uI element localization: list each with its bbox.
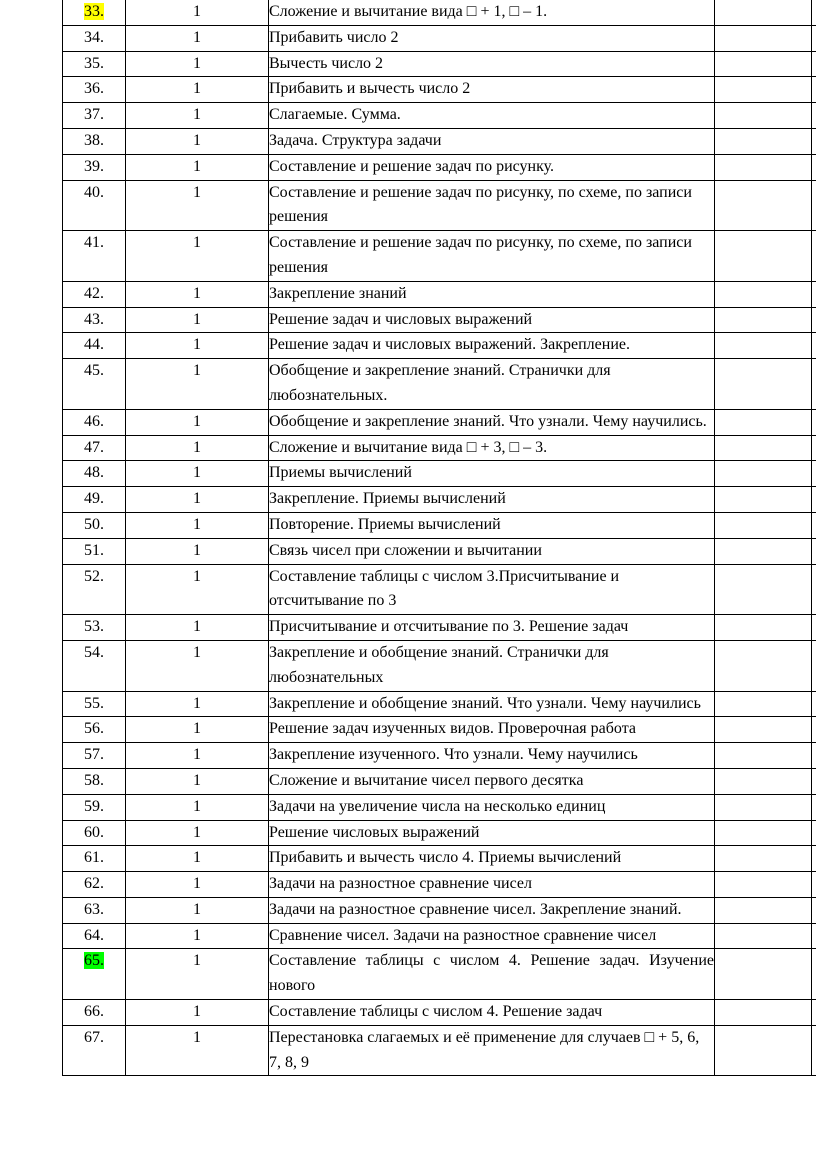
lesson-number: 49. [84, 490, 104, 508]
lesson-number: 60. [84, 823, 104, 841]
lesson-number: 55. [84, 694, 104, 712]
lesson-extra-cell [812, 538, 816, 564]
lesson-date-cell [715, 128, 812, 154]
lesson-date-cell [715, 691, 812, 717]
lesson-topic-cell: Закрепление и обобщение знаний. Странички для любознательных [269, 640, 715, 691]
lesson-number: 66. [84, 1003, 104, 1021]
lesson-number-cell [63, 25, 126, 51]
table-row [63, 923, 816, 949]
lesson-number: 45. [84, 362, 104, 380]
lesson-number: 48. [84, 464, 104, 482]
lesson-number: 33. [84, 3, 104, 20]
table-row [63, 846, 816, 872]
lesson-hours-cell: 1 [126, 846, 269, 872]
lesson-number: 63. [84, 900, 104, 918]
lesson-hours-cell: 1 [126, 564, 269, 615]
lesson-extra-cell [812, 359, 816, 410]
table-row [63, 794, 816, 820]
lesson-plan-table [62, 0, 816, 1076]
lesson-number-cell [63, 435, 126, 461]
lesson-extra-cell [812, 564, 816, 615]
lesson-number: 44. [84, 336, 104, 354]
lesson-number: 46. [84, 412, 104, 430]
lesson-date-cell [715, 538, 812, 564]
lesson-extra-cell [812, 409, 816, 435]
lesson-topic-cell: Прибавить и вычесть число 4. Приемы вычислений [269, 846, 715, 872]
lesson-date-cell [715, 564, 812, 615]
lesson-topic-cell: Сравнение чисел. Задачи на разностное сравнение чисел [269, 923, 715, 949]
lesson-plan-body [63, 0, 816, 1076]
lesson-number-cell [63, 307, 126, 333]
lesson-extra-cell [812, 487, 816, 513]
table-row [63, 743, 816, 769]
lesson-number-cell [63, 538, 126, 564]
lesson-date-cell [715, 281, 812, 307]
lesson-extra-cell [812, 128, 816, 154]
table-row [63, 949, 816, 1000]
lesson-number-cell [63, 897, 126, 923]
lesson-number: 61. [84, 849, 104, 867]
lesson-number-cell [63, 640, 126, 691]
lesson-number-cell [63, 923, 126, 949]
lesson-hours-cell: 1 [126, 743, 269, 769]
lesson-number-cell [63, 691, 126, 717]
lesson-hours-cell: 1 [126, 128, 269, 154]
lesson-hours-cell: 1 [126, 691, 269, 717]
lesson-topic-cell: Повторение. Приемы вычислений [269, 512, 715, 538]
lesson-hours-cell: 1 [126, 435, 269, 461]
lesson-date-cell [715, 461, 812, 487]
lesson-topic-cell: Обобщение и закрепление знаний. Странички для любознательных. [269, 359, 715, 410]
lesson-extra-cell [812, 923, 816, 949]
lesson-number-cell [63, 717, 126, 743]
lesson-date-cell [715, 51, 812, 77]
lesson-extra-cell [812, 0, 816, 25]
lesson-hours-cell: 1 [126, 717, 269, 743]
lesson-date-cell [715, 307, 812, 333]
table-row [63, 25, 816, 51]
lesson-extra-cell [812, 768, 816, 794]
lesson-number-cell [63, 0, 126, 25]
lesson-hours-cell: 1 [126, 333, 269, 359]
lesson-number: 40. [84, 183, 104, 201]
lesson-number: 39. [84, 157, 104, 175]
lesson-topic-cell: Задачи на разностное сравнение чисел. Закрепление знаний. [269, 897, 715, 923]
lesson-date-cell [715, 154, 812, 180]
lesson-hours-cell: 1 [126, 615, 269, 641]
table-row [63, 51, 816, 77]
lesson-number-cell [63, 1000, 126, 1026]
table-row [63, 307, 816, 333]
lesson-hours-cell: 1 [126, 359, 269, 410]
lesson-number-cell [63, 461, 126, 487]
lesson-hours-cell: 1 [126, 25, 269, 51]
lesson-number: 47. [84, 438, 104, 456]
lesson-hours-cell: 1 [126, 231, 269, 282]
lesson-number-cell [63, 77, 126, 103]
lesson-extra-cell [812, 691, 816, 717]
lesson-date-cell [715, 794, 812, 820]
lesson-hours-cell: 1 [126, 0, 269, 25]
table-row [63, 128, 816, 154]
table-row [63, 77, 816, 103]
lesson-date-cell [715, 359, 812, 410]
lesson-number: 52. [84, 567, 104, 585]
lesson-extra-cell [812, 872, 816, 898]
lesson-number-cell [63, 794, 126, 820]
lesson-extra-cell [812, 512, 816, 538]
lesson-date-cell [715, 615, 812, 641]
lesson-topic-cell: Составление таблицы с числом 4. Решение задач [269, 1000, 715, 1026]
lesson-number: 36. [84, 80, 104, 98]
lesson-date-cell [715, 743, 812, 769]
lesson-hours-cell: 1 [126, 103, 269, 129]
lesson-number: 57. [84, 746, 104, 764]
lesson-extra-cell [812, 846, 816, 872]
lesson-hours-cell: 1 [126, 154, 269, 180]
lesson-number: 51. [84, 541, 104, 559]
lesson-extra-cell [812, 820, 816, 846]
lesson-topic-cell: Составление и решение задач по рисунку, по схеме, по записи решения [269, 180, 715, 231]
lesson-number-cell [63, 564, 126, 615]
lesson-number: 38. [84, 131, 104, 149]
lesson-topic-cell: Закрепление. Приемы вычислений [269, 487, 715, 513]
table-row [63, 281, 816, 307]
lesson-hours-cell: 1 [126, 949, 269, 1000]
table-row [63, 872, 816, 898]
lesson-hours-cell: 1 [126, 1000, 269, 1026]
lesson-date-cell [715, 846, 812, 872]
lesson-number-cell [63, 409, 126, 435]
lesson-extra-cell [812, 307, 816, 333]
table-row [63, 897, 816, 923]
table-row [63, 103, 816, 129]
lesson-topic-cell: Сложение и вычитание вида □ + 3, □ – 3. [269, 435, 715, 461]
lesson-extra-cell [812, 180, 816, 231]
table-row [63, 154, 816, 180]
lesson-topic-cell: Сложение и вычитание вида □ + 1, □ – 1. [269, 0, 715, 25]
table-row [63, 717, 816, 743]
lesson-number-cell [63, 103, 126, 129]
lesson-date-cell [715, 897, 812, 923]
lesson-date-cell [715, 103, 812, 129]
lesson-date-cell [715, 77, 812, 103]
lesson-topic-cell: Прибавить число 2 [269, 25, 715, 51]
table-row [63, 1000, 816, 1026]
lesson-number: 53. [84, 618, 104, 636]
lesson-extra-cell [812, 794, 816, 820]
lesson-hours-cell: 1 [126, 307, 269, 333]
lesson-number: 34. [84, 28, 104, 46]
lesson-extra-cell [812, 231, 816, 282]
lesson-extra-cell [812, 461, 816, 487]
lesson-topic-cell: Закрепление и обобщение знаний. Что узнали. Чему научились [269, 691, 715, 717]
lesson-hours-cell: 1 [126, 77, 269, 103]
lesson-number-cell [63, 743, 126, 769]
table-row [63, 691, 816, 717]
lesson-number: 65. [84, 952, 104, 970]
lesson-extra-cell [812, 77, 816, 103]
lesson-topic-cell: Присчитывание и отсчитывание по 3. Решение задач [269, 615, 715, 641]
lesson-number: 67. [84, 1028, 104, 1046]
lesson-number: 42. [84, 284, 104, 302]
lesson-topic-cell: Обобщение и закрепление знаний. Что узнали. Чему научились. [269, 409, 715, 435]
lesson-date-cell [715, 820, 812, 846]
lesson-topic-cell: Составление и решение задач по рисунку. [269, 154, 715, 180]
lesson-extra-cell [812, 743, 816, 769]
lesson-number: 41. [84, 234, 104, 252]
lesson-topic-cell: Решение задач изученных видов. Проверочная работа [269, 717, 715, 743]
lesson-extra-cell [812, 1000, 816, 1026]
lesson-hours-cell: 1 [126, 51, 269, 77]
lesson-date-cell [715, 512, 812, 538]
table-row [63, 1025, 816, 1076]
lesson-hours-cell: 1 [126, 768, 269, 794]
lesson-number-cell [63, 281, 126, 307]
lesson-number: 37. [84, 106, 104, 124]
lesson-number-cell [63, 180, 126, 231]
lesson-topic-cell: Сложение и вычитание чисел первого десятка [269, 768, 715, 794]
lesson-number: 64. [84, 926, 104, 944]
lesson-hours-cell: 1 [126, 281, 269, 307]
lesson-hours-cell: 1 [126, 872, 269, 898]
lesson-extra-cell [812, 51, 816, 77]
lesson-hours-cell: 1 [126, 1025, 269, 1076]
lesson-date-cell [715, 949, 812, 1000]
table-row [63, 180, 816, 231]
lesson-number-cell [63, 846, 126, 872]
lesson-date-cell [715, 0, 812, 25]
lesson-hours-cell: 1 [126, 640, 269, 691]
lesson-number-cell [63, 1025, 126, 1076]
lesson-extra-cell [812, 640, 816, 691]
table-row [63, 333, 816, 359]
table-row [63, 359, 816, 410]
table-row [63, 0, 816, 25]
lesson-extra-cell [812, 435, 816, 461]
lesson-date-cell [715, 717, 812, 743]
lesson-number: 62. [84, 875, 104, 893]
table-row [63, 512, 816, 538]
lesson-topic-cell: Вычесть число 2 [269, 51, 715, 77]
lesson-extra-cell [812, 949, 816, 1000]
table-row [63, 615, 816, 641]
lesson-topic-cell: Закрепление знаний [269, 281, 715, 307]
lesson-number: 58. [84, 771, 104, 789]
lesson-number: 54. [84, 643, 104, 661]
lesson-number-cell [63, 333, 126, 359]
lesson-number-cell [63, 154, 126, 180]
table-row [63, 461, 816, 487]
lesson-topic-cell: Составление таблицы с числом 3.Присчитывание и отсчитывание по 3 [269, 564, 715, 615]
lesson-extra-cell [812, 897, 816, 923]
lesson-number: 43. [84, 310, 104, 328]
lesson-number-cell [63, 872, 126, 898]
table-row [63, 564, 816, 615]
lesson-number: 59. [84, 797, 104, 815]
table-row [63, 538, 816, 564]
lesson-number-cell [63, 51, 126, 77]
lesson-topic-cell: Решение задач и числовых выражений [269, 307, 715, 333]
lesson-number-cell [63, 359, 126, 410]
lesson-hours-cell: 1 [126, 180, 269, 231]
lesson-number: 50. [84, 515, 104, 533]
table-row [63, 640, 816, 691]
table-row [63, 768, 816, 794]
lesson-date-cell [715, 487, 812, 513]
lesson-topic-cell: Задачи на разностное сравнение чисел [269, 872, 715, 898]
lesson-date-cell [715, 1000, 812, 1026]
lesson-hours-cell: 1 [126, 461, 269, 487]
lesson-number-cell [63, 128, 126, 154]
table-row [63, 231, 816, 282]
lesson-extra-cell [812, 717, 816, 743]
lesson-topic-cell: Прибавить и вычесть число 2 [269, 77, 715, 103]
lesson-number: 35. [84, 54, 104, 72]
lesson-topic-cell: Закрепление изученного. Что узнали. Чему научились [269, 743, 715, 769]
lesson-topic-cell: Задача. Структура задачи [269, 128, 715, 154]
table-row [63, 409, 816, 435]
lesson-hours-cell: 1 [126, 487, 269, 513]
lesson-date-cell [715, 409, 812, 435]
lesson-date-cell [715, 640, 812, 691]
lesson-topic-cell: Решение числовых выражений [269, 820, 715, 846]
lesson-extra-cell [812, 103, 816, 129]
lesson-number-cell [63, 820, 126, 846]
lesson-topic-cell: Составление таблицы с числом 4. Решение задач. Изучение нового [269, 949, 715, 1000]
lesson-date-cell [715, 872, 812, 898]
table-row [63, 820, 816, 846]
lesson-hours-cell: 1 [126, 409, 269, 435]
lesson-date-cell [715, 768, 812, 794]
lesson-date-cell [715, 435, 812, 461]
lesson-number-cell [63, 487, 126, 513]
table-row [63, 487, 816, 513]
lesson-number-cell [63, 768, 126, 794]
lesson-number-cell [63, 949, 126, 1000]
lesson-topic-cell: Перестановка слагаемых и её применение для случаев □ + 5, 6, 7, 8, 9 [269, 1025, 715, 1076]
table-row [63, 435, 816, 461]
lesson-number-cell [63, 512, 126, 538]
lesson-topic-cell: Приемы вычислений [269, 461, 715, 487]
lesson-topic-cell: Задачи на увеличение числа на несколько единиц [269, 794, 715, 820]
lesson-extra-cell [812, 615, 816, 641]
lesson-topic-cell: Связь чисел при сложении и вычитании [269, 538, 715, 564]
lesson-date-cell [715, 25, 812, 51]
lesson-extra-cell [812, 1025, 816, 1076]
lesson-hours-cell: 1 [126, 897, 269, 923]
lesson-date-cell [715, 923, 812, 949]
lesson-hours-cell: 1 [126, 512, 269, 538]
lesson-hours-cell: 1 [126, 820, 269, 846]
lesson-extra-cell [812, 25, 816, 51]
lesson-topic-cell: Слагаемые. Сумма. [269, 103, 715, 129]
lesson-extra-cell [812, 281, 816, 307]
lesson-hours-cell: 1 [126, 923, 269, 949]
lesson-hours-cell: 1 [126, 794, 269, 820]
lesson-date-cell [715, 333, 812, 359]
lesson-number-cell [63, 615, 126, 641]
lesson-date-cell [715, 231, 812, 282]
lesson-topic-cell: Составление и решение задач по рисунку, по схеме, по записи решения [269, 231, 715, 282]
lesson-extra-cell [812, 154, 816, 180]
lesson-number-cell [63, 231, 126, 282]
lesson-hours-cell: 1 [126, 538, 269, 564]
lesson-extra-cell [812, 333, 816, 359]
lesson-number: 56. [84, 720, 104, 738]
lesson-date-cell [715, 1025, 812, 1076]
lesson-date-cell [715, 180, 812, 231]
lesson-topic-cell: Решение задач и числовых выражений. Закрепление. [269, 333, 715, 359]
